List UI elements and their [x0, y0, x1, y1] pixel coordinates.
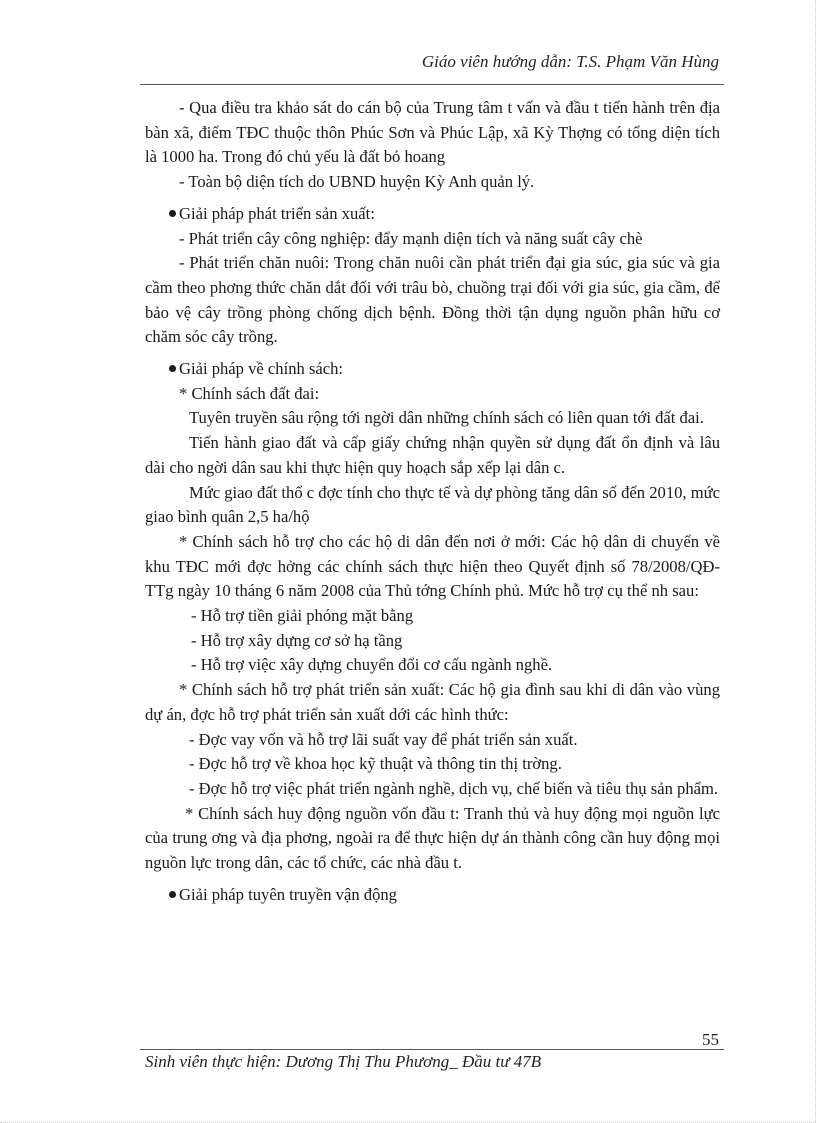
page-footer: Sinh viên thực hiện: Dương Thị Thu Phương_ Đầu tư 47B: [145, 1052, 542, 1071]
paragraph-industrial-crops: - Phát triển cây công nghiệp: đẩy mạnh diện tích và năng suất cây chè: [179, 228, 643, 248]
header-rule: [140, 84, 724, 85]
list-item-trades: - Đợc hỗ trợ việc phát triển ngành nghề, dịch vụ, chế biến và tiêu thụ sản phẩm.: [189, 778, 719, 798]
paragraph-livestock: - Phát triển chăn nuôi: Trong chăn nuôi cần phát triển đại gia súc, gia súc và gia cầm theo phơng thức chăn dắt đối với trâu bò, chuồng trại đối với gia súc, gia cầm, để bảo vệ cây trồng phòng chống dịch bệnh. Đồng thời tận dụng nguồn phân hữu cơ chăm sóc cây trồng.: [145, 253, 720, 347]
list-item-infrastructure: - Hỗ trợ xây dựng cơ sở hạ tầng: [191, 630, 403, 650]
document-body: [145, 96, 720, 908]
paragraph-management: - Toàn bộ diện tích do UBND huyện Kỳ Anh quản lý.: [179, 172, 535, 192]
paragraph-production-support: * Chính sách hỗ trợ phát triển sản xuất: Các hộ gia đình sau khi di dân vào vùng dự án, đợc hỗ trợ phát triển sản xuất dới các hình thức:: [145, 680, 720, 724]
bullet-propaganda-solution: [145, 883, 720, 908]
page-header: Giáo viên hướng dẫn: T.S. Phạm Văn Hùng: [421, 52, 719, 71]
footer-rule: [140, 1049, 724, 1050]
page-number: 55: [702, 1030, 719, 1049]
bullet-label: Giải pháp phát triển sản xuất:: [179, 203, 375, 223]
bullet-label: Giải pháp tuyên truyền vận động: [179, 884, 397, 904]
paragraph-capital-mobilization: * Chính sách huy động nguồn vốn đầu t: Tranh thủ và huy động mọi nguồn lực của trung ơng và địa phơng, ngoài ra để thực hiện dự án thành công cần huy động mọi nguồn lực trong dân, các tổ chức, các nhà đầu t.: [145, 803, 720, 873]
list-item-technology: - Đợc hỗ trợ về khoa học kỹ thuật và thông tin thị trờng.: [189, 754, 562, 774]
paragraph-allocation-level: Mức giao đất thổ c đợc tính cho thực tế và dự phòng tăng dân số đến 2010, mức giao bình quân 2,5 ha/hộ: [145, 482, 720, 527]
list-item-occupation: - Hỗ trợ việc xây dựng chuyển đổi cơ cấu ngành nghề.: [191, 655, 553, 675]
bullet-icon: [169, 891, 176, 898]
bullet-icon: [169, 210, 176, 217]
bullet-icon: [169, 365, 176, 372]
bullet-policy-solution: [145, 357, 720, 382]
paragraph-propaganda: Tuyên truyền sâu rộng tới ngời dân những chính sách có liên quan tới đất đai.: [189, 408, 704, 428]
bullet-label: Giải pháp về chính sách:: [179, 359, 344, 379]
list-item-loans: - Đợc vay vốn và hỗ trợ lãi suất vay để phát triển sản xuất.: [189, 729, 578, 749]
subheading-land-policy: * Chính sách đất đai:: [179, 383, 320, 403]
list-item-clearance: - Hỗ trợ tiền giải phóng mặt bằng: [191, 606, 414, 626]
paragraph-relocation-support: * Chính sách hỗ trợ cho các hộ di dân đến nơi ở mới: Các hộ dân di chuyển về khu TĐC mới đợc hởng các chính sách thực hiện theo Quyết định số 78/2008/QĐ-TTg ngày 10 tháng 6 năm 2008 của Thủ tớng Chính phủ. Mức hỗ trợ cụ thể nh sau:: [145, 531, 720, 601]
paragraph-land-allocation: Tiến hành giao đất và cấp giấy chứng nhận quyền sử dụng đất ổn định và lâu dài cho ngời dân sau khi thực hiện quy hoạch sắp xếp lại dân c.: [145, 433, 720, 477]
bullet-production-solution: [145, 202, 720, 227]
paragraph-survey: - Qua điều tra khảo sát do cán bộ của Trung tâm t vấn và đầu t tiến hành trên địa bàn xã, điểm TĐC thuộc thôn Phúc Sơn và Phúc Lập, xã Kỳ Thợng có tổng diện tích là 1000 ha. Trong đó chủ yếu là đất bỏ hoang: [145, 98, 720, 167]
